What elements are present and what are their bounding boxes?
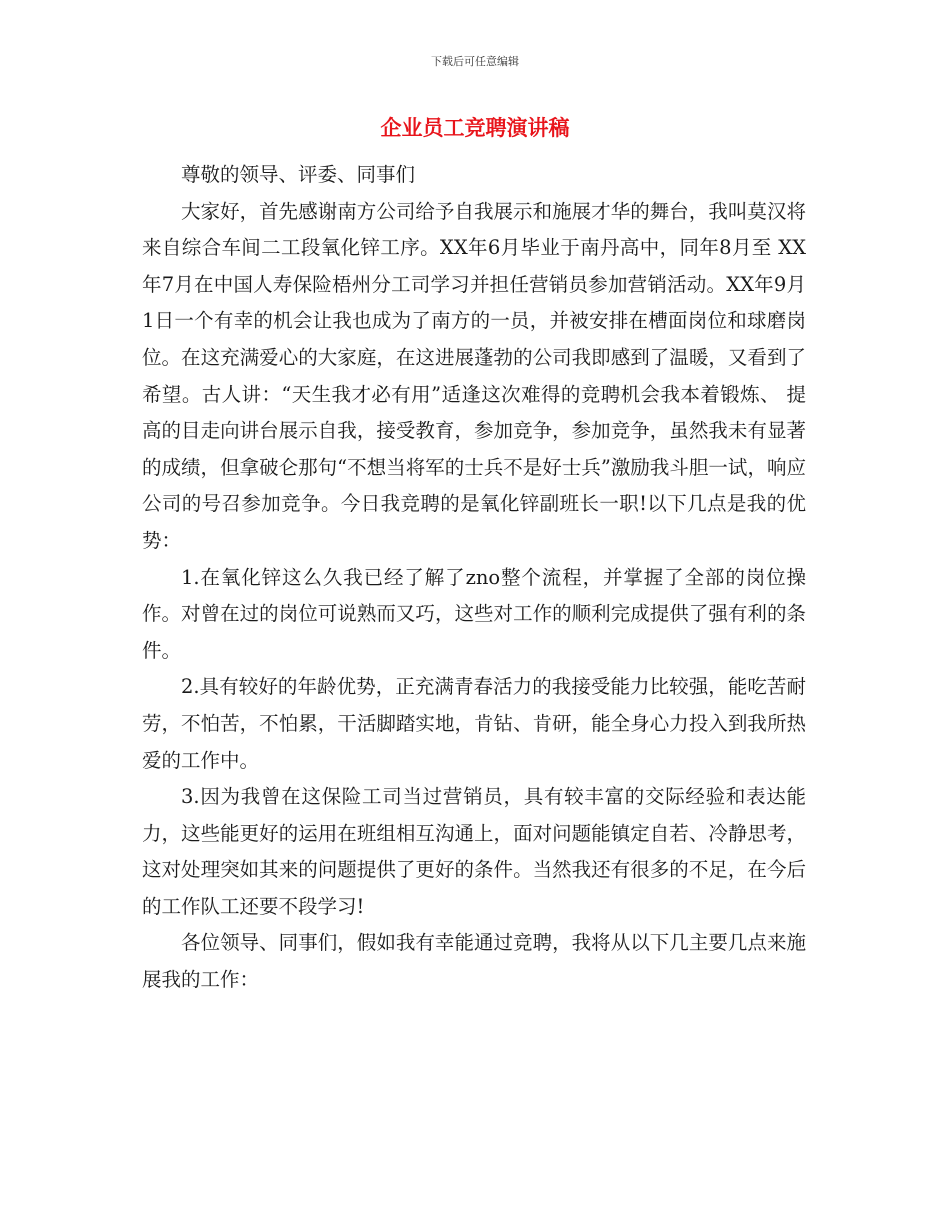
- closing-paragraph: 各位领导、同事们，假如我有幸能通过竞聘，我将从以下几主要几点来施展我的工作：: [142, 931, 806, 992]
- advantage-1-paragraph: 1.在氧化锌这么久我已经了解了zno整个流程，并掌握了全部的岗位操作。对曾在过的岗位可说熟而又巧，这些对工作的顺利完成提供了强有利的条件。: [142, 565, 806, 662]
- intro-paragraph: 大家好，首先感谢南方公司给予自我展示和施展才华的舞台，我叫莫汉将来自综合车间二工段氧化锌工序。XX年6月毕业于南丹高中，同年8月至 XX年7月在中国人寿保险梧州分工司学习并担任营销员参加营销活动。XX年9月1日一个有幸的机会让我也成为了南方的一员，并被安排在槽面岗位和球磨岗位。在这充满爱心的大家庭，在这进展蓬勃的公司我即感到了温暖，又看到了希望。古人讲：“天生我才必有用”适逢这次难得的竞聘机会我本着锻炼、 提高的目走向讲台展示自我，接受教育，参加竞争，参加竞争，虽然我未有显著的成绩，但拿破仑那句“不想当将军的士兵不是好士兵”激励我斗胆一试，响应公司的号召参加竞争。今日我竞聘的是氧化锌副班长一职!以下几点是我的优势：: [142, 199, 806, 552]
- document-body: [142, 157, 806, 999]
- page-header-note: 下载后可任意编辑: [431, 55, 519, 68]
- salutation-paragraph: 尊敬的领导、评委、同事们: [181, 163, 416, 186]
- advantage-3-paragraph: 3.因为我曾在这保险工司当过营销员，具有较丰富的交际经验和表达能力，这些能更好的运用在班组相互沟通上，面对问题能镇定自若、冷静思考，这对处理突如其来的问题提供了更好的条件。当然我还有很多的不足，在今后的工作队工还要不段学习!: [142, 785, 806, 918]
- document-title: 企业员工竞聘演讲稿: [380, 115, 570, 140]
- advantage-2-paragraph: 2.具有较好的年龄优势，正充满青春活力的我接受能力比较强，能吃苦耐劳，不怕苦，不怕累，干活脚踏实地，肯钻、肯研，能全身心力投入到我所热爱的工作中。: [142, 675, 806, 772]
